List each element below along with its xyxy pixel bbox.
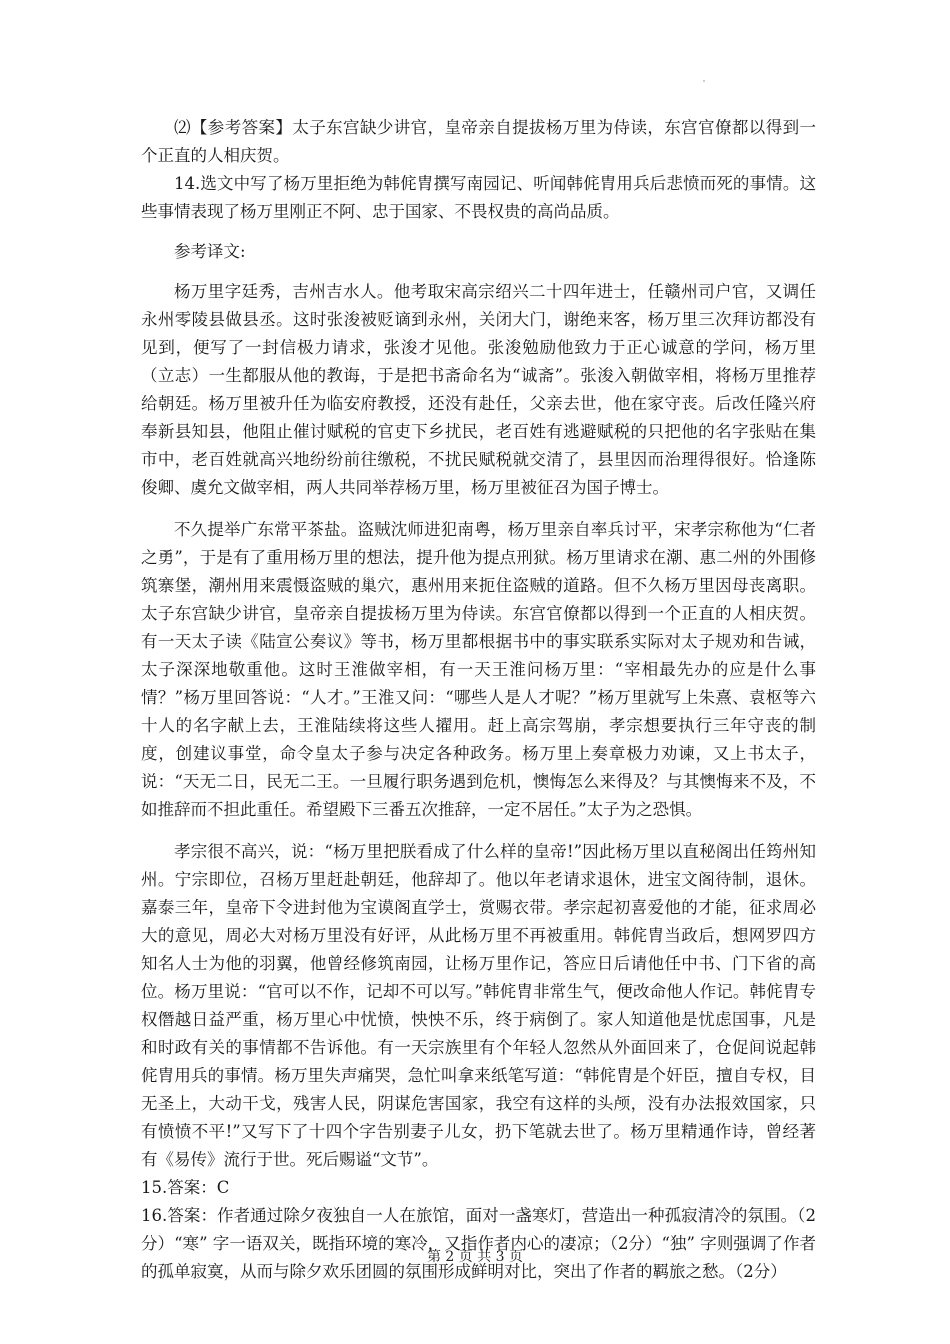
scan-speck bbox=[703, 80, 705, 82]
answer-13-2: ⑵【参考答案】太子东宫缺少讲官，皇帝亲自提拔杨万里为侍读，东宫官僚都以得到一个正直的人相庆贺。 bbox=[141, 118, 816, 165]
answer-14: 14.选文中写了杨万里拒绝为韩侂胄撰写南园记、听闻韩侂胄用兵后悲愤而死的事情。这些事情表现了杨万里刚正不阿、忠于国家、不畏权贵的高尚品质。 bbox=[141, 174, 816, 221]
translation-paragraph-2: 不久提举广东常平茶盐。盗贼沈师进犯南粤，杨万里亲自率兵讨平，宋孝宗称他为“仁者之勇”，于是有了重用杨万里的想法，提升他为提点刑狱。杨万里请求在潮、惠二州的外围修筑寨堡，潮州用来震慑盗贼的巢穴，惠州用来扼住盗贼的道路。但不久杨万里因母丧离职。太子东宫缺少讲官，皇帝亲自提拔杨万里为侍读。东宫官僚都以得到一个正直的人相庆贺。有一天太子读《陆宣公奏议》等书，杨万里都根据书中的事实联系实际对太子规劝和告诫，太子深深地敬重他。这时王淮做宰相，有一天王淮问杨万里：“宰相最先办的应是什么事情？”杨万里回答说：“人才。”王淮又问：“哪些人是人才呢？”杨万里就写上朱熹、袁枢等六十人的名字献上去，王淮陆续将这些人擢用。赶上高宗驾崩，孝宗想要执行三年守丧的制度，创建议事堂，命令皇太子参与决定各种政务。杨万里上奏章极力劝谏，又上书太子，说：“天无二日，民无二王。一旦履行职务遇到危机，懊悔怎么来得及？与其懊悔来不及，不如推辞而不担此重任。希望殿下三番五次推辞，一定不居任。”太子为之恐惧。 bbox=[141, 520, 816, 819]
translation-heading: 参考译文: bbox=[174, 242, 246, 261]
answer-15: 15.答案：C bbox=[141, 1178, 230, 1197]
translation-paragraph-1: 杨万里字廷秀，吉州吉水人。他考取宋高宗绍兴二十四年进士，任赣州司户官，又调任永州零陵县做县丞。这时张浚被贬谪到永州，关闭大门，谢绝来客，杨万里三次拜访都没有见到，便写了一封信极力请求，张浚才见他。张浚勉励他致力于正心诚意的学问，杨万里（立志）一生都服从他的教诲，于是把书斋命名为“诚斋”。张浚入朝做宰相，将杨万里推荐给朝廷。杨万里被升任为临安府教授，还没有赴任，父亲去世，他在家守丧。后改任隆兴府奉新县知县，他阻止催讨赋税的官吏下乡扰民，老百姓有逃避赋税的只把他的名字张贴在集市中，老百姓就高兴地纷纷前往缴税，不扰民赋税就交清了，县里因而治理得很好。恰逢陈俊卿、虞允文做宰相，两人共同举荐杨万里，杨万里被征召为国子博士。 bbox=[141, 282, 816, 497]
page-footer: 第 2 页 共 3 页 bbox=[426, 1249, 524, 1265]
page-content bbox=[141, 114, 816, 1286]
answer-16: 16.答案：作者通过除夕夜独自一人在旅馆，面对一盏寒灯，营造出一种孤寂清冷的氛围。（2分）“寒” 字一语双关，既指环境的寒冷，又指作者内心的凄凉；（2分）“独” 字则强调了作者的孤单寂寞，从而与除夕欢乐团圆的氛围形成鲜明对比，突出了作者的羁旅之愁。（2分） bbox=[141, 1206, 816, 1281]
translation-paragraph-3: 孝宗很不高兴，说：“杨万里把朕看成了什么样的皇帝!”因此杨万里以直秘阁出任筠州知州。宁宗即位，召杨万里赶赴朝廷，他辞却了。他以年老请求退休，进宝文阁待制，退休。嘉泰三年，皇帝下令进封他为宝谟阁直学士，赏赐衣带。孝宗起初喜爱他的才能，征求周必大的意见，周必大对杨万里没有好评，从此杨万里不再被重用。韩侂胄当政后，想网罗四方知名人士为他的羽翼，他曾经修筑南园，让杨万里作记，答应日后请他任中书、门下省的高位。杨万里说：“官可以不作，记却不可以写。”韩侂胄非常生气，便改命他人作记。韩侂胄专权僭越日益严重，杨万里心中忧愤，怏怏不乐，终于病倒了。家人知道他是忧虑国事，凡是和时政有关的事情都不告诉他。有一天宗族里有个年轻人忽然从外面回来了，仓促间说起韩侂胄用兵的事情。杨万里失声痛哭，急忙叫拿来纸笔写道：“韩侂胄是个奸臣，擅自专权，目无圣上，大动干戈，残害人民，阴谋危害国家，我空有这样的头颅，没有办法报效国家，只有愤愤不平!”又写下了十四个字告别妻子儿女，扔下笔就去世了。杨万里精通作诗，曾经著有《易传》流行于世。死后赐谥“文节”。 bbox=[141, 842, 816, 1169]
